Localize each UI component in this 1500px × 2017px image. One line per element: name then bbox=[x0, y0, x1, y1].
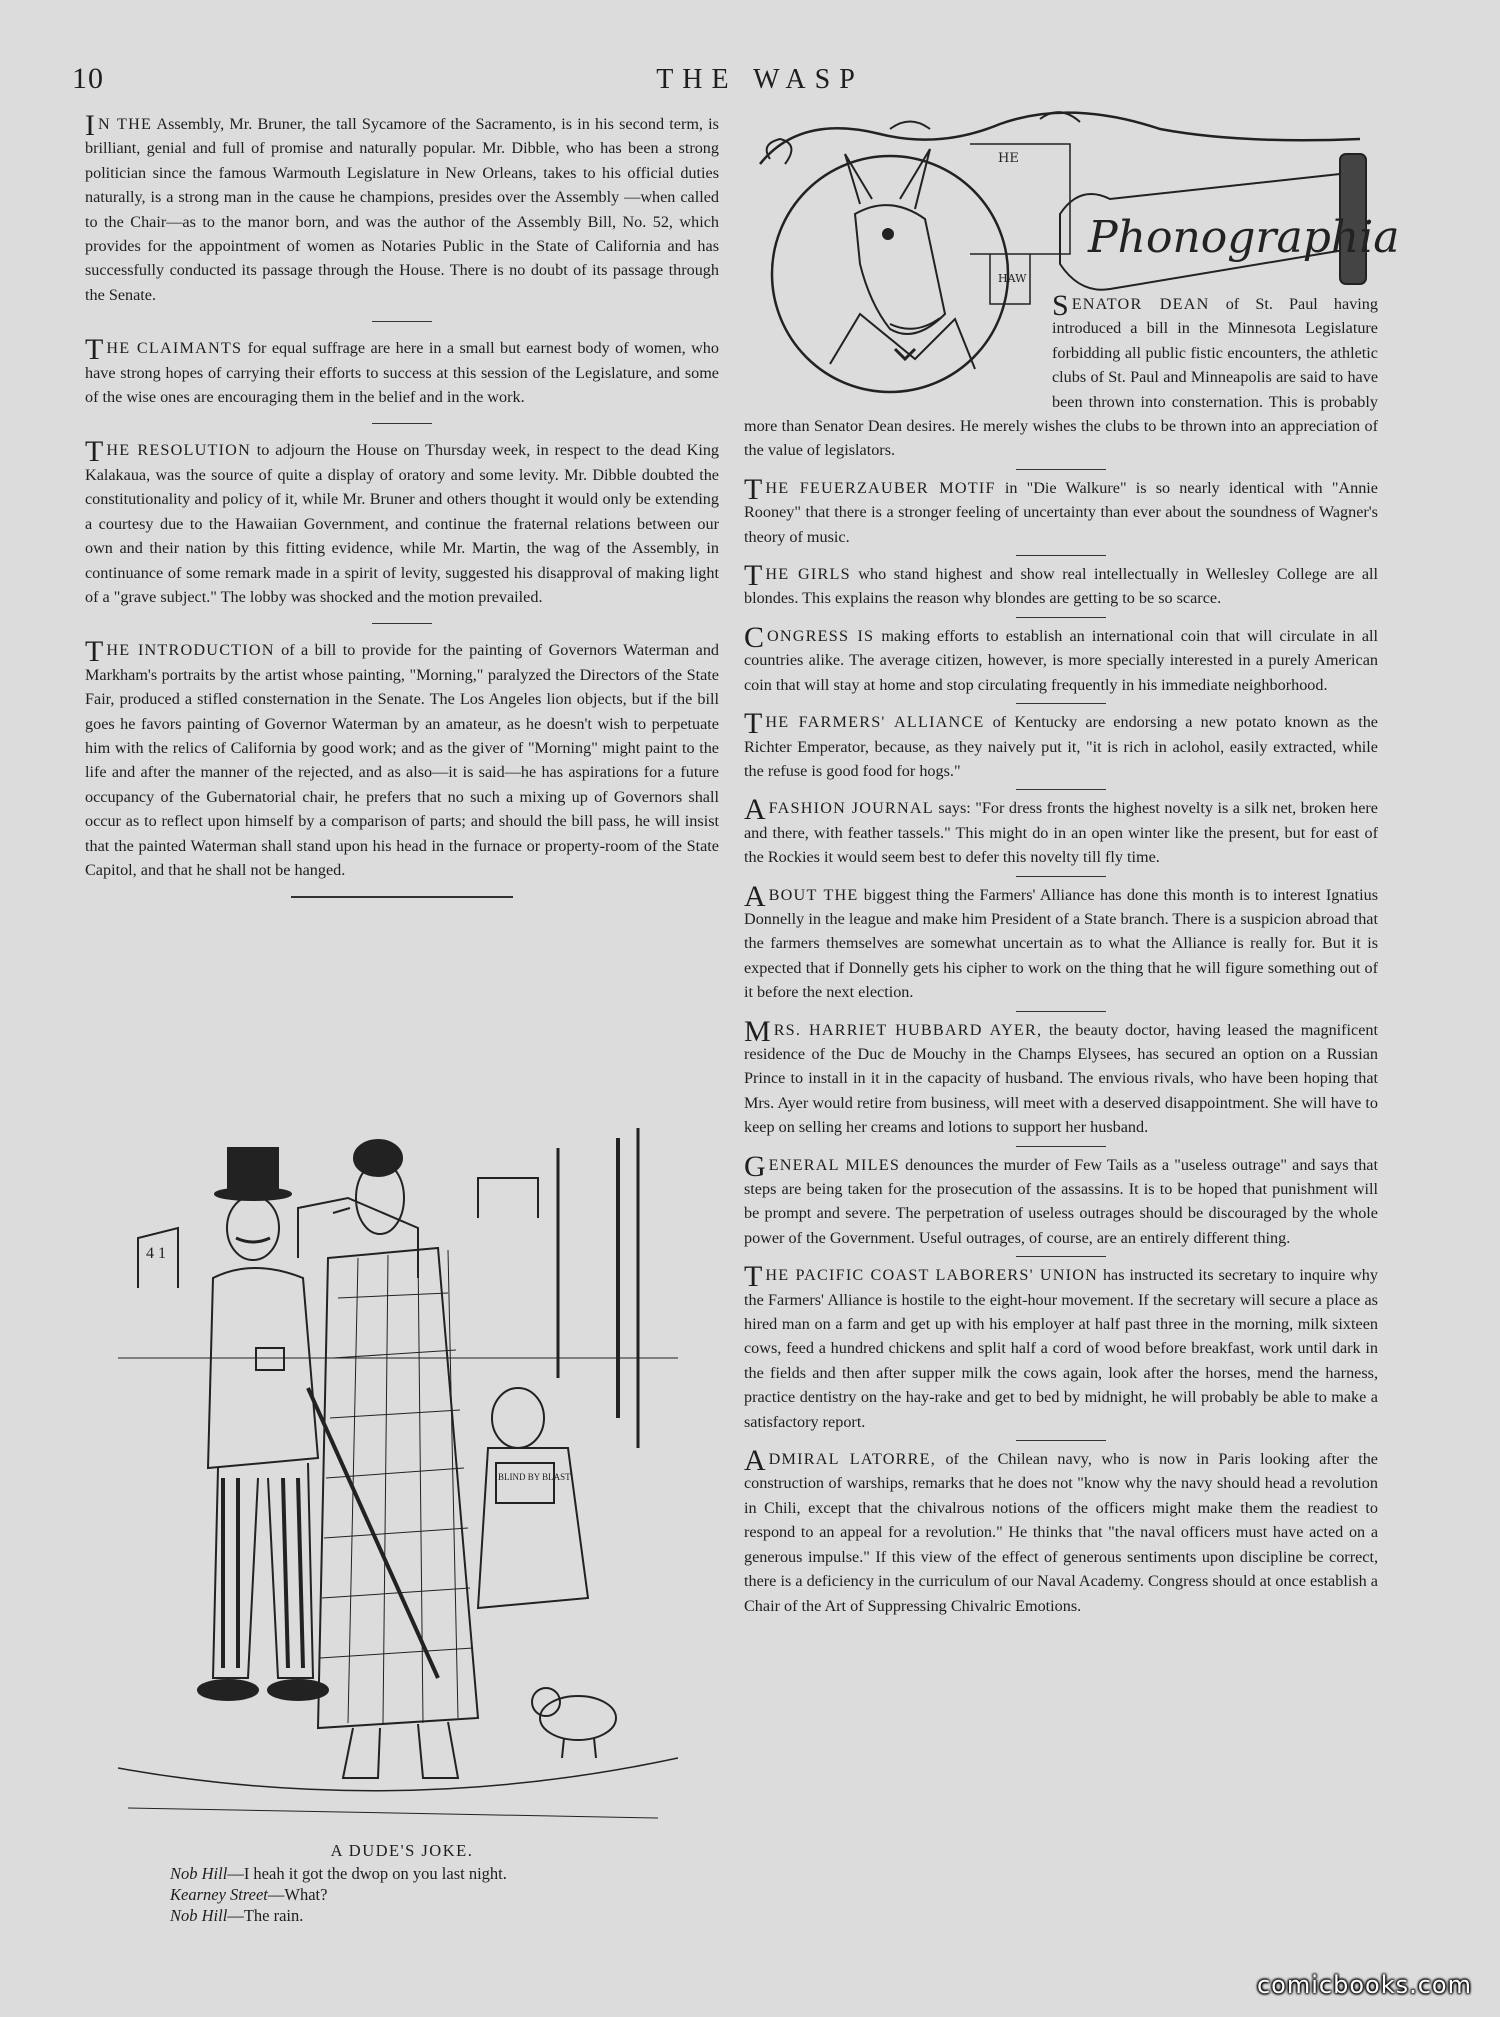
drop-cap: T bbox=[744, 472, 763, 506]
lead-words: ENATOR DEAN bbox=[1071, 295, 1210, 313]
dialogue-line bbox=[85, 1884, 719, 1905]
article-paragraph bbox=[744, 559, 1379, 611]
paragraph-text: who stand highest and show real intellectually in Wellesley College are all blondes. This explains the reason why blondes are getting to be so scarce. bbox=[744, 565, 1379, 608]
article-paragraph bbox=[744, 707, 1378, 783]
page-number: 10 bbox=[72, 62, 104, 95]
section-divider bbox=[1016, 617, 1106, 618]
section-divider bbox=[1016, 469, 1106, 470]
paragraph-text: says: "For dress fronts the highest novelty is a silk net, broken here and there, with feather tassels." This might do in an open winter like the present, but for east of the Rockies it would seem best to defer this novelty till fly time. bbox=[744, 799, 1378, 867]
banner-space bbox=[738, 122, 1040, 404]
lead-words: HE FARMERS' ALLIANCE bbox=[765, 713, 985, 732]
lead-words: HE GIRLS bbox=[765, 565, 851, 584]
drop-cap: T bbox=[85, 333, 104, 367]
paragraph-text: of Kentucky are endorsing a new potato known as the Richter Emperator, because, as they naively put it, "it is rich in aclohol, easily extracted, while the refuse is good food for hogs." bbox=[744, 713, 1378, 780]
paragraph-text: of a bill to provide for the painting of Governors Waterman and Markham's portraits by the artist whose painting, "Morning," paralyzed the Directors of the State Fair, produced a stifled consternation in the Senate. The Los Angeles lion objects, but if the bill goes he favors painting of Governor Waterman by an amateur, as he doesn't wish to perpetuate him with the relics of California by good work; and as the giver of "Morning" might paint to the life and after the manner of the rejected, and as also—it is said—he has aspirations for a future occupancy of the Gubernatorial chair, he prefers that no such a mixing up of Governors shall occur as to reflect upon himself by a comparison of parts; and should the bill pass, he will insist that the painted Waterman shall stand upon his head in the furnace or property-room of the State Capitol, and that he shall not be hanged. bbox=[85, 641, 720, 879]
dialogue-text: —What? bbox=[267, 1885, 328, 1904]
section-divider bbox=[372, 423, 432, 424]
paragraph-text: making efforts to establish an international coin that will circulate in all countries alike. The average citizen, however, is more specially interested in a purely American coin that will stay at home and stop circulating frequently in his immediate neighborhood. bbox=[744, 626, 1378, 694]
dialogue-text: —I heah it got the dwop on you last night. bbox=[227, 1864, 507, 1883]
article-paragraph bbox=[744, 472, 1378, 549]
cartoon-drawing bbox=[118, 1118, 678, 1838]
lead-words: HE CLAIMANTS bbox=[106, 339, 243, 358]
lead-words: RS. HARRIET HUBBARD AYER, bbox=[773, 1020, 1043, 1039]
dialogue-line bbox=[85, 1863, 719, 1884]
drop-cap: T bbox=[744, 707, 763, 741]
drop-cap: T bbox=[744, 559, 763, 593]
lead-words: N THE bbox=[98, 115, 153, 133]
section-divider bbox=[1016, 703, 1106, 704]
paragraph-text: to adjourn the House on Thursday week, in respect to the dead King Kalakaua, was the source of quite a display of oratory and some levity. Mr. Dibble doubted the constitutionality and policy of it, while Mr. Bruner and others thought it would only be extending a courtesy due to the Hawaiian Government, and continue the fraternal relations between our own and their nation by this fitting evidence, while Mr. Martin, the wag of the Assembly, in continuance of some remark made in a spirit of levity, suggested his disapproval of making light of a "grave subject." The lobby was shocked and the motion prevailed. bbox=[85, 441, 720, 606]
section-divider bbox=[1016, 1256, 1106, 1257]
dialogue-text: —The rain. bbox=[227, 1906, 304, 1925]
lead-words: HE RESOLUTION bbox=[106, 441, 251, 460]
article-paragraph bbox=[744, 1149, 1378, 1251]
speaker: Nob Hill bbox=[170, 1864, 228, 1883]
lead-words: HE PACIFIC COAST LABORERS' UNION bbox=[765, 1266, 1099, 1285]
lead-words: BOUT THE bbox=[768, 885, 859, 904]
drop-cap: A bbox=[744, 879, 766, 913]
drop-cap: A bbox=[744, 793, 766, 827]
article-paragraph bbox=[744, 1444, 1378, 1618]
site-watermark: comicbooks.com bbox=[1256, 1971, 1472, 1999]
lead-words: ENERAL MILES bbox=[768, 1155, 901, 1174]
lead-words: HE INTRODUCTION bbox=[106, 641, 275, 660]
paragraph-text: biggest thing the Farmers' Alliance has done this month is to interest Ignatius Donnelly in the league and make him President of a State branch. There is a suspicion abroad that the farmers themselves are somewhat uncertain as to what the Alliance is really for. But it is expected that if Donnelly gets his cipher to work on the thing that he will figure something out of it before the next election. bbox=[744, 885, 1378, 1002]
paragraph-text: the beauty doctor, having leased the magnificent residence of the Duc de Mouchy in the Champs Elysees, has secured an option on a Russian Prince to install in it in the capacity of husband. The envious rivals, who have been hoping that Mrs. Ayer would retire from business, will meet with a deserved disappointment. She will have to keep on selling her creams and lotions to support her husband. bbox=[744, 1020, 1379, 1137]
section-divider bbox=[372, 321, 432, 322]
paragraph-text: of the Chilean navy, who is now in Paris looking after the construction of warships, remarks that he does not "know why the navy should head a revolution in Chili, except that the chivalrous notions of the officers might make them the readiest to respond to an appeal for a revolution." He thinks that "the naval officers must have acted on a generous impulse." If this view of the effect of generous sentiments upon discipline be correct, there is a deficiency in the curriculum of our Naval Academy. Congress should at once establish a Chair of the Art of Suppressing Chivalric Emotions. bbox=[744, 1450, 1378, 1615]
section-divider bbox=[1016, 1146, 1106, 1147]
right-column bbox=[744, 122, 1378, 1618]
drop-cap: C bbox=[744, 620, 765, 654]
scroll-haw: HAW bbox=[998, 272, 1027, 285]
section-divider bbox=[1016, 876, 1106, 877]
article-paragraph bbox=[744, 793, 1378, 869]
speaker: Nob Hill bbox=[170, 1906, 228, 1925]
lead-words: ONGRESS IS bbox=[767, 626, 875, 645]
drop-cap: T bbox=[744, 1260, 763, 1294]
article-paragraph bbox=[85, 333, 719, 409]
paragraph-text: of St. Paul having introduced a bill in the Minnesota Legislature forbidding all public fistic encounters, the athletic clubs of St. Paul and Minneapolis are said to have been thrown into consternation. This is probably more than Senator Dean desires. He merely wishes the clubs to be thrown into an appreciation of the value of legislators. bbox=[744, 295, 1378, 460]
section-divider bbox=[1016, 789, 1106, 790]
cartoon-title: A DUDE'S JOKE. bbox=[330, 1841, 474, 1860]
article-paragraph bbox=[744, 620, 1378, 697]
drop-cap: A bbox=[744, 1444, 766, 1478]
drop-cap: T bbox=[85, 635, 104, 669]
paragraph-text: for equal suffrage are here in a small but earnest body of women, who have strong hopes of carrying their efforts to success at this session of the Legislature, and some of the wise ones are encouraging them in the belief and in the work. bbox=[85, 339, 719, 407]
dialogue-line bbox=[85, 1905, 719, 1926]
article-paragraph bbox=[85, 109, 719, 307]
beggar-sign: BLIND BY BLAST bbox=[498, 1472, 571, 1482]
article-paragraph bbox=[85, 635, 720, 882]
cartoon-caption bbox=[85, 1840, 719, 1926]
building-number: 4 1 bbox=[146, 1245, 166, 1262]
section-divider bbox=[1016, 1440, 1106, 1441]
section-divider-long bbox=[291, 896, 513, 898]
article-paragraph bbox=[85, 435, 720, 609]
left-column bbox=[85, 109, 720, 898]
lead-words: HE FEUERZAUBER MOTIF bbox=[765, 478, 996, 497]
drop-cap: S bbox=[1052, 289, 1069, 322]
article-paragraph bbox=[744, 1260, 1378, 1434]
article-paragraph bbox=[744, 879, 1378, 1005]
section-divider bbox=[1016, 1011, 1106, 1012]
lead-words: DMIRAL LATORRE, bbox=[768, 1450, 936, 1469]
banner-title: Phonographia bbox=[1088, 212, 1400, 263]
paragraph-text: in "Die Walkure" is so nearly identical with "Annie Rooney" that there is a stronger feeling of uncertainty than ever about the soundness of Wagner's theory of music. bbox=[744, 478, 1378, 546]
cartoon-illustration bbox=[118, 1118, 678, 1838]
drop-cap: I bbox=[85, 109, 95, 142]
article-paragraph bbox=[744, 1014, 1379, 1140]
speaker: Kearney Street bbox=[170, 1885, 268, 1904]
drop-cap: M bbox=[744, 1014, 771, 1048]
section-divider bbox=[372, 623, 432, 624]
paragraph-text: denounces the murder of Few Tails as a "useless outrage" and says that steps are being taken for the prosecution of the assassins. It is to be hoped that punishment will be prompt and severe. The perpetration of useless outrages should be discouraged by the whole power of the Government. Useful outrages, of course, are an entirely different thing. bbox=[744, 1155, 1378, 1247]
section-divider bbox=[1016, 555, 1106, 556]
drop-cap: G bbox=[744, 1149, 766, 1183]
lead-words: FASHION JOURNAL bbox=[768, 799, 934, 818]
publication-masthead: THE WASP bbox=[656, 64, 864, 95]
paragraph-text: has instructed its secretary to inquire why the Farmers' Alliance is hostile to the eight-hour movement. If the secretary will secure a place as hired man on a farm and get up with his employer at half past three in the morning, milk sixteen cows, feed a hundred chickens and split half a cord of wood before breakfast, work until dark in the fields and then after supper milk the cows again, look after the horses, mend the harness, practice dentistry on the hay-rake and get to bed by midnight, he will probably be able to make a satisfactory report. bbox=[744, 1266, 1378, 1431]
drop-cap: T bbox=[85, 435, 104, 469]
paragraph-text: Assembly, Mr. Bruner, the tall Sycamore of the Sacramento, is in his second term, is brilliant, genial and full of promise and naturally popular. Mr. Dibble, who has been a strong politician since the famous Warmouth Legislature in New Orleans, takes to his official duties naturally, is a strong man in the cause he champions, presides over the Assembly —when called to the Chair—as to the manor born, and was the author of the Assembly Bill, No. 52, which provides for the appointment of women as Notaries Public in the State of California and has successfully conducted its passage through the House. There is no doubt of its passage through the Senate. bbox=[85, 115, 719, 304]
scroll-he: HE bbox=[998, 151, 1019, 166]
